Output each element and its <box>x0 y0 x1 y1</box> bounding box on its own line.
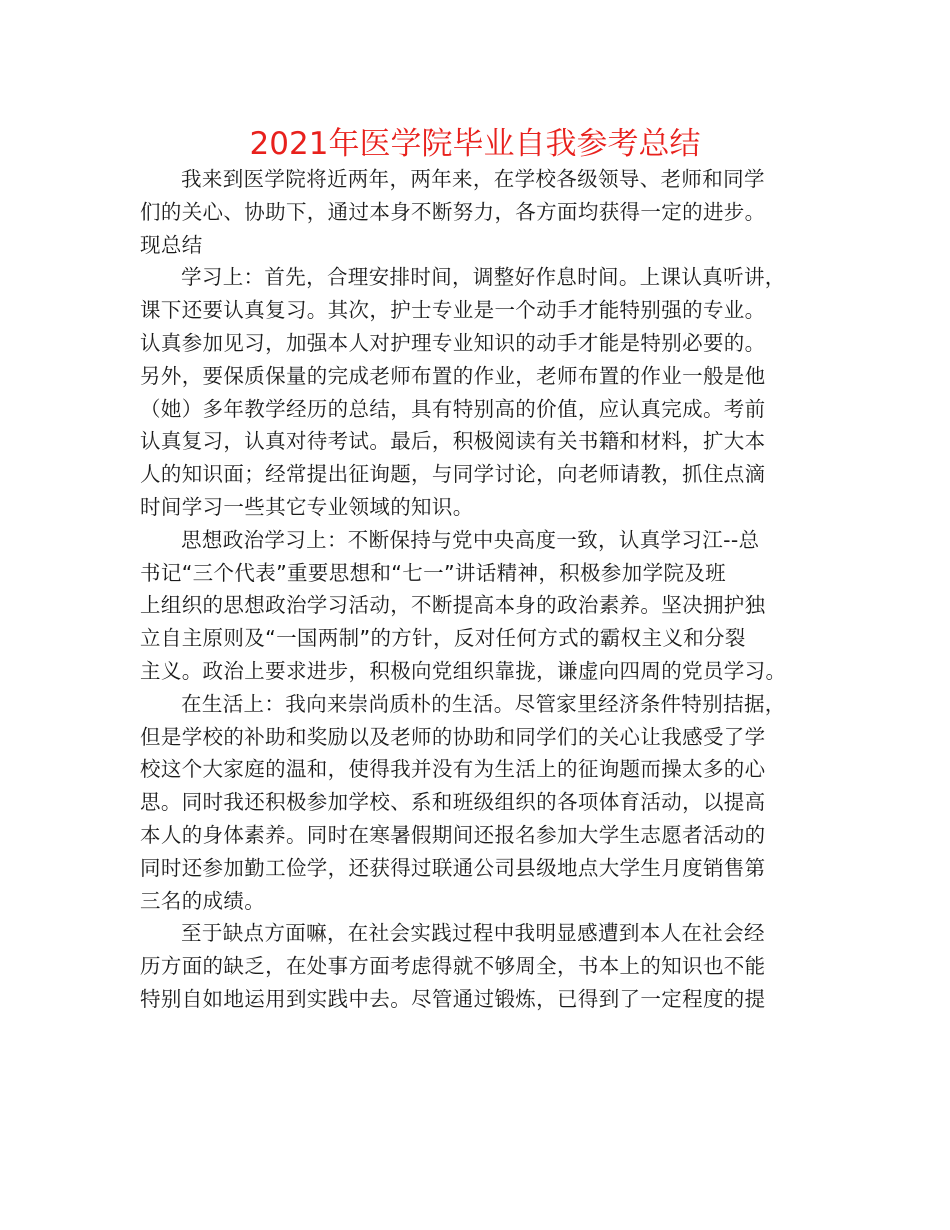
paragraph-line: 三名的成绩。 <box>140 888 266 913</box>
paragraph-line: 同时还参加勤工俭学，还获得过联通公司县级地点大学生月度销售第 <box>140 855 766 880</box>
document-title: 2021年医学院毕业自我参考总结 <box>249 126 701 162</box>
paragraph-line: 特别自如地运用到实践中去。尽管通过锻炼，已得到了一定程度的提 <box>140 986 766 1011</box>
paragraph-line: 主义。政治上要求进步，积极向党组织靠拢，谦虚向四周的党员学习。 <box>140 658 787 683</box>
paragraph-line: 校这个大家庭的温和，使得我并没有为生活上的征询题而操太多的心 <box>140 757 766 782</box>
paragraph-line: 学习上：首先，合理安排时间，调整好作息时间。上课认真听讲， <box>181 265 786 290</box>
paragraph-line: 另外，要保质保量的完成老师布置的作业，老师布置的作业一般是他 <box>140 363 766 388</box>
paragraph-line: 上组织的思想政治学习活动，不断提高本身的政治素养。坚决拥护独 <box>140 593 766 618</box>
paragraph-line: 至于缺点方面嘛，在社会实践过程中我明显感遭到本人在社会经 <box>181 921 765 946</box>
paragraph-line: 课下还要认真复习。其次，护士专业是一个动手才能特别强的专业。 <box>140 298 766 323</box>
document-body <box>140 163 830 1016</box>
paragraph-line: 们的关心、协助下，通过本身不断努力，各方面均获得一定的进步。 <box>140 199 766 224</box>
paragraph-line: 书记“三个代表”重要思想和“七一”讲话精神，积极参加学院及班 <box>140 560 726 585</box>
paragraph-line: 历方面的缺乏，在处事方面考虑得就不够周全，书本上的知识也不能 <box>140 954 766 979</box>
paragraph-line: 我来到医学院将近两年，两年来，在学校各级领导、老师和同学 <box>181 167 765 191</box>
paragraph-line: （她）多年教学经历的总结，具有特别高的价值，应认真完成。考前 <box>140 396 766 421</box>
paragraph-line: 人的知识面；经常提出征询题，与同学讨论，向老师请教，抓住点滴 <box>140 462 766 487</box>
paragraph-line: 本人的身体素养。同时在寒暑假期间还报名参加大学生志愿者活动的 <box>140 822 766 847</box>
paragraph-line: 现总结 <box>140 232 203 257</box>
paragraph-line: 时间学习一些其它专业领域的知识。 <box>140 494 474 519</box>
paragraph-line: 但是学校的补助和奖励以及老师的协助和同学们的关心让我感受了学 <box>140 724 766 749</box>
paragraph-line: 立自主原则及“一国两制”的方针，反对任何方式的霸权主义和分裂 <box>140 626 746 651</box>
paragraph-line: 在生活上：我向来崇尚质朴的生活。尽管家里经济条件特别拮据， <box>181 691 786 716</box>
paragraph-line: 思。同时我还积极参加学校、系和班级组织的各项体育活动，以提高 <box>140 790 766 815</box>
paragraph-line: 认真参加见习，加强本人对护理专业知识的动手才能是特别必要的。 <box>140 330 766 355</box>
paragraph-line: 思想政治学习上：不断保持与党中央高度一致，认真学习江--总 <box>181 527 760 552</box>
paragraph-line: 认真复习，认真对待考试。最后，积极阅读有关书籍和材料，扩大本 <box>140 429 766 454</box>
